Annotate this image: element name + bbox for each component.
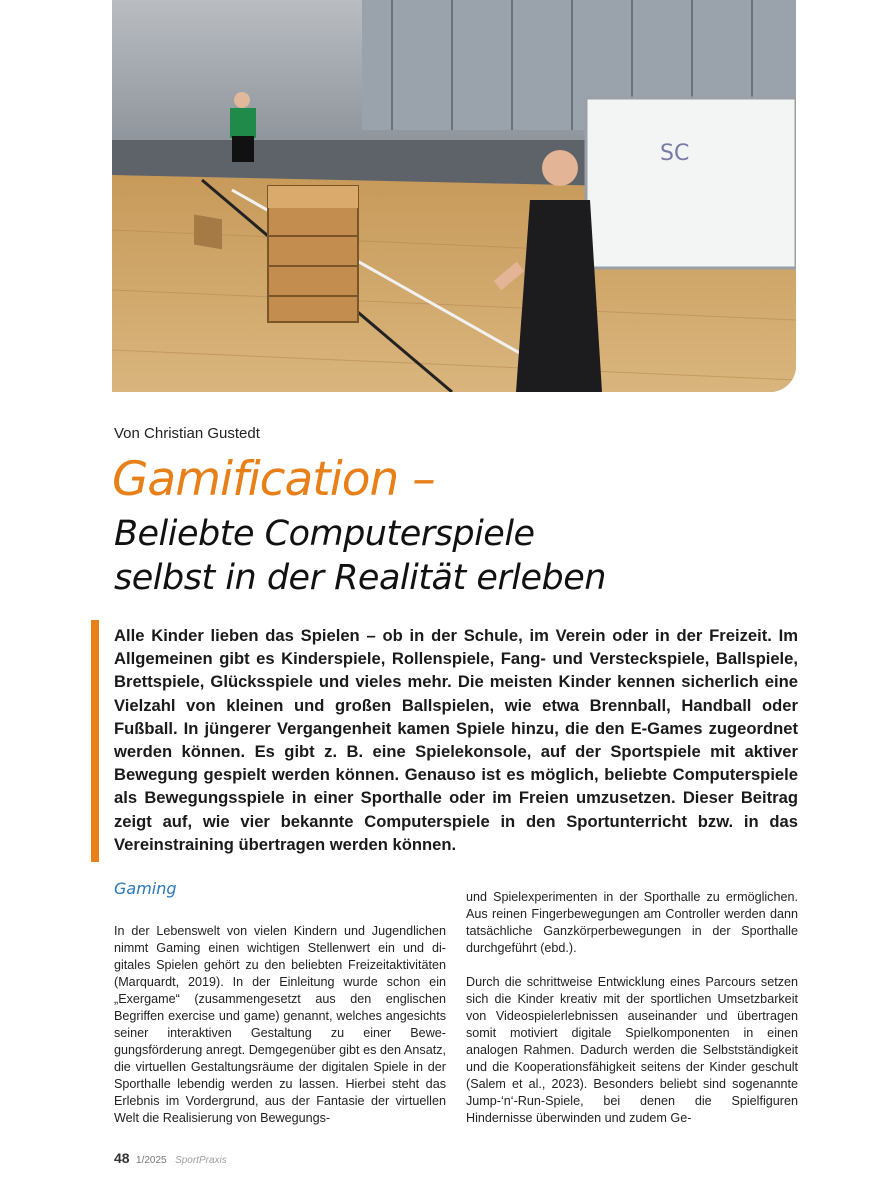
- page-number: 48: [114, 1150, 130, 1166]
- section-heading-gaming: Gaming: [114, 879, 177, 898]
- lead-paragraph: Alle Kinder lieben das Spielen – ob in der Schule, im Verein oder in der Freizeit. Im Allgemeinen gibt es Kinderspiele, Rollenspiele, Fang- und Versteckspiele, Ballspiele, Brettspiele, Glücksspiele und vieles mehr. Die meisten Kinder kennen sicherlich eine Vielzahl von kleinen und großen Ballspielen, wie etwa Brennball, Handball oder Fußball. In jüngerer Vergangenheit kamen Spiele hinzu, die den E-Games zugeordnet werden können. Es gibt z. B. eine Spielekonsole, auf der Sportspiele mit aktiver Bewegung gespielt werden können. Genauso ist es möglich, beliebte Computerspiele als Bewegungsspiele in einer Sporthalle oder im Freien umzusetzen. Dieser Beitrag zeigt auf, wie vier bekannte Computerspiele in den Sportunterricht bzw. in das Vereinstraining übertragen werden können.: [114, 626, 798, 854]
- subtitle-line-1: Beliebte Computerspiele: [114, 514, 535, 554]
- body-column-left: [114, 923, 446, 1127]
- magazine-name: SportPraxis: [175, 1155, 227, 1166]
- body-paragraph: Durch die schrittweise Entwicklung eines Parcours setzen sich die Kinder kreativ mit der sportlichen Umsetzbarkeit von Videospielerlebnissen auseinander und übertragen somit motiviert digitale Spielkomponenten in einen analogen Rahmen. Dadurch werden die Selbstständigkeit und die Kooperationsfähigkeit seitens der Kinder geschult (Salem et al., 2023). Besonders beliebt sind sogenannte Jump-‘n‘-Run-Spiele, bei denen die Spielfiguren Hindernisse überwinden und zudem Ge-: [466, 975, 798, 1125]
- body-column-right: [466, 889, 798, 1127]
- body-paragraph: In der Lebenswelt von vielen Kindern und Jugendlichen nimmt Gaming einen wichtigen Stellenwert ein und digitales Spielen gehört zu den beliebten Freizeitaktivitäten (Marquardt, 2019). In der Einleitung wurde schon ein „Exergame“ (zusammengesetzt aus den englischen Begriffen exercise und game) genannt, welches angesichts seiner interaktiven Gestaltung zu einer Bewegungsförderung anregt. Demgegenüber gibt es den Ansatz, die virtuellen Gestaltungsräume der digitalen Spiele in der Sporthalle lebendig werden zu lassen. Hierbei steht das Erlebnis im Vordergrund, aus der Fantasie der virtuellen Welt die Realisierung von Bewegungs-: [114, 924, 446, 1125]
- svg-text:SC: SC: [660, 141, 690, 166]
- photo-gym-parcours-icon: [112, 0, 796, 392]
- page-footer: [114, 1150, 227, 1168]
- article-subtitle: [114, 512, 606, 600]
- body-paragraph: und Spielexperimenten in der Sporthalle zu ermöglichen. Aus reinen Fingerbewegungen am Controller werden dann tatsächliche Ganzkörperbewegungen in der Sporthalle durchgeführt (ebd.).: [466, 890, 798, 955]
- issue-number: 1/2025: [136, 1155, 167, 1166]
- header-photo: [112, 0, 796, 392]
- byline-author: Von Christian Gustedt: [114, 425, 260, 442]
- article-title: Gamification –: [112, 452, 435, 507]
- subtitle-line-2: selbst in der Realität erleben: [114, 558, 606, 598]
- lead-accent-bar: [91, 620, 99, 862]
